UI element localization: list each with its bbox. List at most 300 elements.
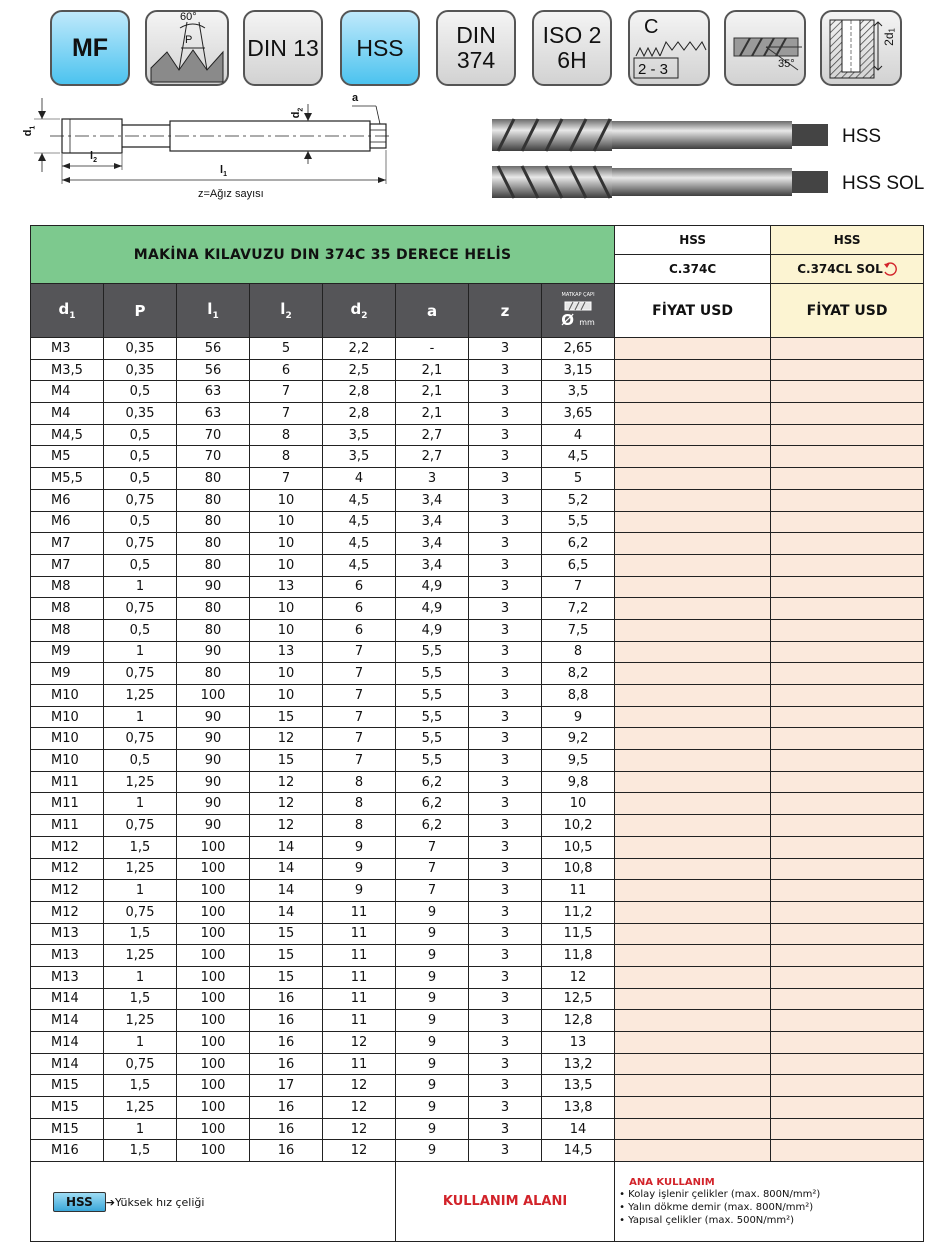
table-row <box>31 815 924 837</box>
table-cell: 14 <box>250 858 323 880</box>
table-row <box>31 403 924 425</box>
table-cell: 70 <box>177 446 250 468</box>
l1-label: $l_1$ <box>220 164 227 179</box>
price-cell-left-hand[interactable] <box>771 836 924 858</box>
table-cell: 7 <box>323 706 396 728</box>
price-cell-left-hand[interactable] <box>771 338 924 360</box>
left-rotation-icon <box>883 262 897 276</box>
table-cell: 9 <box>323 858 396 880</box>
table-cell: 6,5 <box>542 554 615 576</box>
table-cell: 7 <box>542 576 615 598</box>
table-title: MAKİNA KILAVUZU DIN 374C 35 DERECE HELİS <box>31 226 615 284</box>
price-cell-left-hand[interactable] <box>771 619 924 641</box>
table-cell: 5 <box>250 338 323 360</box>
col-z: z <box>469 284 542 338</box>
table-cell: 90 <box>177 750 250 772</box>
mf-badge <box>50 10 130 86</box>
table-cell: 1 <box>104 641 177 663</box>
table-cell: M10 <box>31 685 104 707</box>
hss-label: HSS <box>356 34 404 61</box>
price-cell-left-hand[interactable] <box>771 424 924 446</box>
table-cell: 9,5 <box>542 750 615 772</box>
table-cell: 3 <box>469 706 542 728</box>
table-cell: 3 <box>469 403 542 425</box>
table-cell: 90 <box>177 793 250 815</box>
chamfer-range: 2 - 3 <box>638 61 669 78</box>
table-cell: 9 <box>396 945 469 967</box>
table-cell: 56 <box>177 359 250 381</box>
tap-spec-table <box>30 225 924 1242</box>
table-cell: 3 <box>469 880 542 902</box>
price-cell-left-hand[interactable] <box>771 966 924 988</box>
table-row <box>31 641 924 663</box>
table-cell: 1,25 <box>104 1010 177 1032</box>
table-cell: 0,75 <box>104 598 177 620</box>
price-cell-left-hand[interactable] <box>771 641 924 663</box>
price-cell-left-hand[interactable] <box>771 923 924 945</box>
table-cell: 11 <box>323 945 396 967</box>
table-cell: 16 <box>250 1053 323 1075</box>
table-row <box>31 836 924 858</box>
table-cell: 2,7 <box>396 424 469 446</box>
table-cell: 14 <box>250 901 323 923</box>
table-cell: 11 <box>323 923 396 945</box>
table-cell: 100 <box>177 1053 250 1075</box>
main-use-item: • Kolay işlenir çelikler (max. 800N/mm²) <box>619 1188 821 1200</box>
main-use-item: • Yapısal çelikler (max. 500N/mm²) <box>619 1214 795 1226</box>
price-cell-left-hand[interactable] <box>771 1010 924 1032</box>
table-cell: M3 <box>31 338 104 360</box>
table-cell: 8 <box>323 793 396 815</box>
table-cell: 10 <box>250 511 323 533</box>
table-cell: M4,5 <box>31 424 104 446</box>
table-cell: 10 <box>250 489 323 511</box>
price-cell-left-hand[interactable] <box>771 598 924 620</box>
price-cell-right-hand[interactable] <box>615 576 771 598</box>
price-cell-left-hand[interactable] <box>771 1075 924 1097</box>
price-cell-left-hand[interactable] <box>771 988 924 1010</box>
table-row <box>31 381 924 403</box>
table-cell: 9,2 <box>542 728 615 750</box>
price-cell-left-hand[interactable] <box>771 685 924 707</box>
table-cell: M5,5 <box>31 468 104 490</box>
table-cell: 7,5 <box>542 619 615 641</box>
table-cell: 4,5 <box>323 489 396 511</box>
table-cell: 100 <box>177 685 250 707</box>
price-cell-right-hand[interactable] <box>615 836 771 858</box>
price-head-left-hand: FİYAT USD <box>771 284 924 338</box>
price-cell-right-hand[interactable] <box>615 901 771 923</box>
table-cell: 63 <box>177 381 250 403</box>
price-cell-right-hand[interactable] <box>615 598 771 620</box>
main-use-cell <box>615 1162 924 1242</box>
table-cell: 10,8 <box>542 858 615 880</box>
price-cell-right-hand[interactable] <box>615 489 771 511</box>
price-cell-left-hand[interactable] <box>771 793 924 815</box>
table-cell: 2,8 <box>323 403 396 425</box>
table-cell: 5,5 <box>396 706 469 728</box>
table-cell: 17 <box>250 1075 323 1097</box>
table-row <box>31 424 924 446</box>
din374-line2: 374 <box>456 47 496 73</box>
price-cell-right-hand[interactable] <box>615 685 771 707</box>
table-cell: 1 <box>104 1118 177 1140</box>
table-cell: 80 <box>177 598 250 620</box>
table-cell: 16 <box>250 1140 323 1162</box>
table-cell: 13 <box>542 1032 615 1054</box>
price-cell-left-hand[interactable] <box>771 1118 924 1140</box>
table-row <box>31 338 924 360</box>
table-cell: M14 <box>31 1010 104 1032</box>
table-cell: 90 <box>177 771 250 793</box>
price-cell-right-hand[interactable] <box>615 338 771 360</box>
table-cell: 8 <box>323 771 396 793</box>
table-cell: 6,2 <box>542 533 615 555</box>
table-cell: 90 <box>177 641 250 663</box>
price-cell-left-hand[interactable] <box>771 554 924 576</box>
table-cell: 0,5 <box>104 511 177 533</box>
table-row <box>31 468 924 490</box>
table-cell: 3 <box>469 619 542 641</box>
table-cell: 13,5 <box>542 1075 615 1097</box>
helix-angle-label: 35° <box>778 58 795 70</box>
table-cell: 5,5 <box>396 641 469 663</box>
table-cell: 7 <box>250 468 323 490</box>
table-cell: 1,25 <box>104 858 177 880</box>
table-cell: 3 <box>469 728 542 750</box>
price-cell-left-hand[interactable] <box>771 1032 924 1054</box>
table-row <box>31 988 924 1010</box>
table-cell: 100 <box>177 836 250 858</box>
price-cell-left-hand[interactable] <box>771 489 924 511</box>
price-cell-right-hand[interactable] <box>615 359 771 381</box>
legend-cell <box>31 1162 396 1242</box>
legend-hss-badge: HSS <box>53 1192 106 1212</box>
price-cell-left-hand[interactable] <box>771 880 924 902</box>
price-cell-left-hand[interactable] <box>771 511 924 533</box>
table-cell: 1,5 <box>104 1140 177 1162</box>
table-cell: 10 <box>250 663 323 685</box>
table-cell: 100 <box>177 966 250 988</box>
table-cell: 9 <box>396 1032 469 1054</box>
price-cell-right-hand[interactable] <box>615 446 771 468</box>
table-cell: 9 <box>396 1118 469 1140</box>
iso-line1: ISO 2 <box>542 22 602 48</box>
table-row <box>31 533 924 555</box>
table-cell: M15 <box>31 1118 104 1140</box>
table-cell: 1,5 <box>104 1075 177 1097</box>
price-cell-right-hand[interactable] <box>615 619 771 641</box>
col-l1: $l_1$ <box>177 284 250 338</box>
price-cell-right-hand[interactable] <box>615 728 771 750</box>
table-row <box>31 619 924 641</box>
table-cell: M15 <box>31 1097 104 1119</box>
main-use-item: • Yalın dökme demir (max. 800N/mm²) <box>619 1201 814 1213</box>
table-cell: 3 <box>469 923 542 945</box>
hss-tap-label: HSS <box>842 126 882 147</box>
price-cell-right-hand[interactable] <box>615 988 771 1010</box>
table-cell: 10,5 <box>542 836 615 858</box>
table-cell: 3 <box>469 598 542 620</box>
table-row <box>31 1118 924 1140</box>
col-d1: $d_1$ <box>31 284 104 338</box>
table-cell: M13 <box>31 923 104 945</box>
table-cell: 12 <box>250 728 323 750</box>
table-cell: 3 <box>469 1053 542 1075</box>
hss-tap-image <box>492 115 832 155</box>
a-label: a <box>352 92 359 104</box>
table-cell: 3 <box>469 468 542 490</box>
table-cell: 3 <box>396 468 469 490</box>
price-cell-right-hand[interactable] <box>615 641 771 663</box>
table-cell: 4,5 <box>323 554 396 576</box>
price-cell-left-hand[interactable] <box>771 403 924 425</box>
table-cell: 3,4 <box>396 533 469 555</box>
table-cell: 9 <box>323 880 396 902</box>
table-cell: 14 <box>250 836 323 858</box>
table-cell: 0,35 <box>104 403 177 425</box>
table-cell: 15 <box>250 966 323 988</box>
table-cell: 11,2 <box>542 901 615 923</box>
table-cell: 16 <box>250 1032 323 1054</box>
price-cell-left-hand[interactable] <box>771 771 924 793</box>
table-cell: 1,25 <box>104 945 177 967</box>
table-cell: M9 <box>31 641 104 663</box>
table-cell: 7 <box>323 728 396 750</box>
price-table-container <box>30 225 923 1242</box>
price-cell-right-hand[interactable] <box>615 1075 771 1097</box>
table-cell: 12 <box>323 1097 396 1119</box>
price-cell-left-hand[interactable] <box>771 706 924 728</box>
table-cell: 1,5 <box>104 923 177 945</box>
table-cell: 5,5 <box>396 663 469 685</box>
table-cell: 12 <box>323 1075 396 1097</box>
table-cell: 3 <box>469 359 542 381</box>
price-cell-left-hand[interactable] <box>771 1053 924 1075</box>
price-cell-right-hand[interactable] <box>615 923 771 945</box>
table-cell: M12 <box>31 836 104 858</box>
table-cell: 0,5 <box>104 446 177 468</box>
table-cell: 100 <box>177 901 250 923</box>
table-cell: 9 <box>396 923 469 945</box>
table-cell: 3,5 <box>542 381 615 403</box>
table-cell: 11,8 <box>542 945 615 967</box>
price-cell-right-hand[interactable] <box>615 468 771 490</box>
price-cell-right-hand[interactable] <box>615 1097 771 1119</box>
table-cell: 3 <box>469 771 542 793</box>
table-cell: 100 <box>177 1075 250 1097</box>
table-cell: 4 <box>542 424 615 446</box>
tap-dimension-drawing <box>20 92 400 208</box>
table-cell: 7 <box>323 641 396 663</box>
table-cell: 7 <box>396 836 469 858</box>
price-cell-right-hand[interactable] <box>615 1053 771 1075</box>
table-cell: 15 <box>250 923 323 945</box>
table-cell: 2,65 <box>542 338 615 360</box>
table-cell: 1,5 <box>104 836 177 858</box>
price-cell-right-hand[interactable] <box>615 815 771 837</box>
table-cell: 14,5 <box>542 1140 615 1162</box>
price-cell-right-hand[interactable] <box>615 945 771 967</box>
table-cell: 12 <box>250 771 323 793</box>
table-cell: 10 <box>250 533 323 555</box>
table-cell: M13 <box>31 945 104 967</box>
table-cell: 9 <box>396 988 469 1010</box>
din13-badge <box>243 10 323 86</box>
price-cell-right-hand[interactable] <box>615 771 771 793</box>
table-cell: 4,9 <box>396 576 469 598</box>
table-cell: 80 <box>177 554 250 576</box>
price-cell-left-hand[interactable] <box>771 858 924 880</box>
table-cell: 12 <box>250 815 323 837</box>
table-cell: 2,1 <box>396 359 469 381</box>
table-cell: 56 <box>177 338 250 360</box>
table-cell: 100 <box>177 988 250 1010</box>
table-cell: 9 <box>396 1097 469 1119</box>
price-cell-right-hand[interactable] <box>615 858 771 880</box>
col-a: a <box>396 284 469 338</box>
table-cell: 11 <box>323 988 396 1010</box>
price-cell-right-hand[interactable] <box>615 663 771 685</box>
iso-badge <box>532 10 612 86</box>
table-cell: M7 <box>31 533 104 555</box>
price-cell-right-hand[interactable] <box>615 1118 771 1140</box>
table-cell: 100 <box>177 880 250 902</box>
price-head-right-hand: FİYAT USD <box>615 284 771 338</box>
table-cell: 4,5 <box>323 511 396 533</box>
table-cell: M10 <box>31 728 104 750</box>
table-cell: 80 <box>177 533 250 555</box>
price-cell-left-hand[interactable] <box>771 901 924 923</box>
table-cell: M6 <box>31 511 104 533</box>
table-cell: 0,75 <box>104 728 177 750</box>
table-cell: 80 <box>177 619 250 641</box>
table-cell: 14 <box>542 1118 615 1140</box>
price-cell-left-hand[interactable] <box>771 359 924 381</box>
table-cell: 5,2 <box>542 489 615 511</box>
price-cell-right-hand[interactable] <box>615 554 771 576</box>
price-cell-left-hand[interactable] <box>771 381 924 403</box>
table-row <box>31 1010 924 1032</box>
table-cell: 16 <box>250 1118 323 1140</box>
col-drill-diameter <box>542 284 615 338</box>
table-cell: 3 <box>469 815 542 837</box>
hss-badge <box>340 10 420 86</box>
table-cell: 8 <box>250 424 323 446</box>
table-cell: 12 <box>250 793 323 815</box>
table-body <box>31 338 924 1162</box>
price-cell-left-hand[interactable] <box>771 446 924 468</box>
table-cell: 9 <box>396 1140 469 1162</box>
price-cell-right-hand[interactable] <box>615 424 771 446</box>
price-cell-right-hand[interactable] <box>615 381 771 403</box>
table-cell: 11 <box>323 1010 396 1032</box>
table-cell: 9 <box>396 1053 469 1075</box>
price-cell-left-hand[interactable] <box>771 576 924 598</box>
table-cell: 6 <box>323 598 396 620</box>
price-cell-left-hand[interactable] <box>771 663 924 685</box>
price-cell-right-hand[interactable] <box>615 966 771 988</box>
table-cell: 16 <box>250 1010 323 1032</box>
table-cell: 0,5 <box>104 619 177 641</box>
table-cell: 1,25 <box>104 1097 177 1119</box>
flute-count-caption: z=Ağız sayısı <box>198 188 264 200</box>
drill-unit: mm <box>579 317 595 327</box>
table-cell: 3,4 <box>396 489 469 511</box>
table-cell: 9 <box>396 966 469 988</box>
table-row <box>31 446 924 468</box>
table-cell: 9,8 <box>542 771 615 793</box>
price-cell-left-hand[interactable] <box>771 815 924 837</box>
table-row <box>31 359 924 381</box>
table-cell: 12,8 <box>542 1010 615 1032</box>
table-cell: 4,9 <box>396 598 469 620</box>
hole-depth-badge <box>820 10 902 86</box>
blind-hole-icon <box>822 12 902 84</box>
table-cell: 2,1 <box>396 403 469 425</box>
table-cell: 6,2 <box>396 815 469 837</box>
price-cell-left-hand[interactable] <box>771 1140 924 1162</box>
material-head-left-hand: HSS <box>771 226 924 255</box>
table-cell: 7,2 <box>542 598 615 620</box>
table-row <box>31 663 924 685</box>
price-cell-left-hand[interactable] <box>771 468 924 490</box>
table-cell: 7 <box>323 750 396 772</box>
table-cell: 14 <box>250 880 323 902</box>
table-cell: 3 <box>469 338 542 360</box>
table-cell: 6 <box>323 619 396 641</box>
price-cell-right-hand[interactable] <box>615 1010 771 1032</box>
table-cell: 3 <box>469 988 542 1010</box>
price-cell-right-hand[interactable] <box>615 706 771 728</box>
table-cell: 9 <box>542 706 615 728</box>
price-cell-left-hand[interactable] <box>771 533 924 555</box>
price-cell-left-hand[interactable] <box>771 945 924 967</box>
table-cell: 1 <box>104 880 177 902</box>
table-row <box>31 923 924 945</box>
table-cell: 3 <box>469 685 542 707</box>
price-cell-right-hand[interactable] <box>615 533 771 555</box>
table-cell: 7 <box>323 685 396 707</box>
table-cell: 4,5 <box>542 446 615 468</box>
table-cell: 12 <box>323 1032 396 1054</box>
table-cell: 9 <box>323 836 396 858</box>
iso-line2: 6H <box>557 47 587 73</box>
table-cell: 3,15 <box>542 359 615 381</box>
price-cell-right-hand[interactable] <box>615 403 771 425</box>
price-cell-right-hand[interactable] <box>615 1032 771 1054</box>
table-row <box>31 945 924 967</box>
table-cell: M8 <box>31 619 104 641</box>
price-cell-left-hand[interactable] <box>771 750 924 772</box>
table-row <box>31 685 924 707</box>
price-cell-right-hand[interactable] <box>615 750 771 772</box>
table-cell: M6 <box>31 489 104 511</box>
table-cell: 3 <box>469 1118 542 1140</box>
price-cell-right-hand[interactable] <box>615 793 771 815</box>
product-code-left-hand: C.374CL SOL <box>771 255 924 284</box>
product-code-right-hand: C.374C <box>615 255 771 284</box>
price-cell-left-hand[interactable] <box>771 728 924 750</box>
price-cell-right-hand[interactable] <box>615 1140 771 1162</box>
mf-label: MF <box>71 33 109 62</box>
price-cell-left-hand[interactable] <box>771 1097 924 1119</box>
table-cell: 3 <box>469 576 542 598</box>
table-cell: 7 <box>396 858 469 880</box>
price-cell-right-hand[interactable] <box>615 511 771 533</box>
price-cell-right-hand[interactable] <box>615 880 771 902</box>
table-cell: 3 <box>469 511 542 533</box>
